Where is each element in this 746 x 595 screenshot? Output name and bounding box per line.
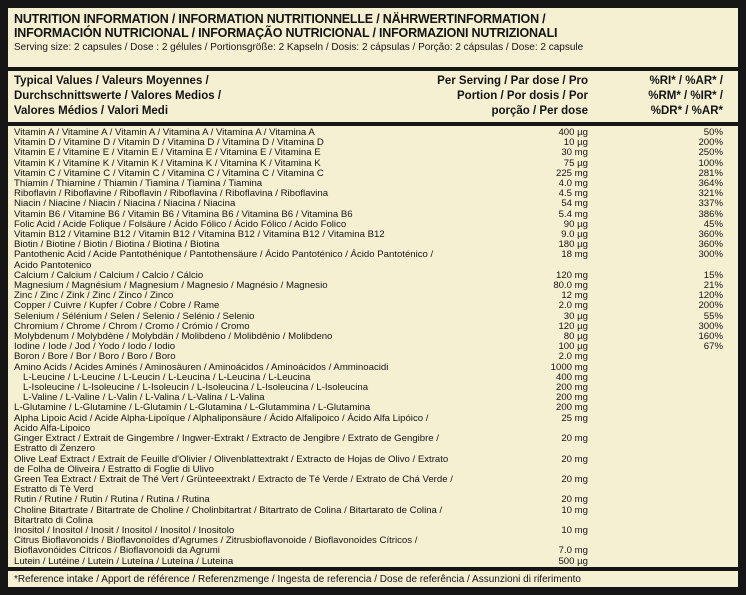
nutrient-amount: 75 µg bbox=[563, 157, 588, 169]
nutrient-amount: 200 mg bbox=[556, 392, 588, 404]
nutrient-amount: 20 mg bbox=[561, 473, 588, 485]
nutrient-amount: 2.0 mg bbox=[558, 351, 588, 363]
nutrient-amount: 20 mg bbox=[561, 433, 588, 445]
nutrient-name: L-Glutamine / L-Glutamine / L-Glutamin / L-Glutamina / L-Glutammina / L-Glutamina bbox=[14, 402, 371, 414]
nutrient-name: Chromium / Chrome / Chrom / Cromo / Crómio / Cromo bbox=[14, 320, 250, 332]
nutrient-name: Vitamin C / Vitamine C / Vitamin C / Vitamina C / Vitamina C / Vitamina C bbox=[14, 167, 324, 179]
column-header-per-serving: Per Serving / Par dose / Pro Portion / Por dosis / Por porção / Per dose bbox=[437, 75, 588, 117]
nutrient-name: Riboflavin / Riboflavine / Riboflavin / Riboflavina / Riboflavina / Riboflavina bbox=[14, 188, 329, 200]
nutrient-name: Green Tea Extract / Extrait de Thé Vert / Grünteeextrakt / Extracto de Té Verde / Extrato de Chá Verde / Estratto di Tè Verd bbox=[14, 473, 453, 496]
nutrient-name: Vitamin B6 / Vitamine B6 / Vitamin B6 / Vitamina B6 / Vitamina B6 / Vitamina B6 bbox=[14, 208, 353, 220]
nutrient-amount: 18 mg bbox=[561, 249, 588, 261]
nutrient-amount: 120 mg bbox=[556, 269, 588, 281]
nutrient-name: Niacin / Niacine / Niacin / Niacina / Niacina / Niacina bbox=[14, 198, 236, 210]
column-header-percent-reference-intake: %RI* / %AR* / %RM* / %IR* / %DR* / %AR* bbox=[648, 75, 723, 117]
nutrient-amount: 2.0 mg bbox=[558, 300, 588, 312]
nutrient-amount: 12 mg bbox=[561, 290, 588, 302]
nutrient-amount: 30 µg bbox=[563, 310, 588, 322]
nutrition-table-body bbox=[8, 126, 738, 567]
nutrient-name: Alpha Lipoic Acid / Acide Alpha-Lipoïque / Alphaliponsäure / Ácido Alfalipoico / Ácido Alfa Lipóico / Acido Alfa-Lipoico bbox=[14, 412, 429, 434]
nutrient-name: Lutein / Lutéine / Lutein / Luteína / Luteína / Luteina bbox=[14, 555, 234, 567]
nutrient-amount: 1000 mg bbox=[550, 361, 588, 373]
table-row bbox=[14, 434, 723, 454]
nutrient-amount: 200 mg bbox=[556, 402, 588, 414]
nutrient-name: Rutin / Rutine / Rutin / Rutina / Rutina / Rutina bbox=[14, 494, 210, 506]
nutrient-name: Zinc / Zinc / Zink / Zinc / Zinco / Zinco bbox=[14, 290, 174, 302]
nutrient-percent: 50% bbox=[703, 127, 723, 138]
nutrient-amount: 10 mg bbox=[561, 504, 588, 516]
nutrient-percent: 45% bbox=[703, 218, 723, 230]
nutrient-amount: 200 mg bbox=[556, 382, 588, 394]
nutrient-name: Boron / Bore / Bor / Boro / Boro / Boro bbox=[14, 351, 176, 363]
nutrient-amount: 90 µg bbox=[563, 218, 588, 230]
nutrient-name: Iodine / Iode / Jod / Yodo / Iodo / Iodio bbox=[14, 341, 176, 353]
nutrient-percent: 100% bbox=[698, 157, 723, 169]
nutrient-name: Biotin / Biotine / Biotin / Biotina / Biotina / Biotina bbox=[14, 239, 220, 251]
nutrient-name: Folic Acid / Acide Folique / Folsäure / Ácido Fólico / Ácido Fólico / Acido Folico bbox=[14, 218, 347, 230]
nutrient-percent: 386% bbox=[698, 208, 723, 220]
nutrient-amount: 120 µg bbox=[558, 320, 588, 332]
nutrient-amount: 9.0 µg bbox=[561, 229, 588, 241]
nutrient-name: Vitamin B12 / Vitamine B12 / Vitamin B12 / Vitamina B12 / Vitamina B12 / Vitamina B12 bbox=[14, 229, 385, 241]
nutrient-percent: 300% bbox=[698, 320, 723, 332]
nutrient-name: Magnesium / Magnésium / Magnesium / Magnesio / Magnésio / Magnesio bbox=[14, 280, 328, 292]
nutrient-amount: 4.0 mg bbox=[558, 178, 588, 190]
nutrient-percent: 321% bbox=[698, 188, 723, 200]
table-row bbox=[14, 506, 723, 526]
nutrient-percent: 281% bbox=[698, 167, 723, 179]
table-row bbox=[14, 557, 723, 567]
nutrient-percent: 160% bbox=[698, 331, 723, 343]
nutrient-name: Vitamin E / Vitamine E / Vitamin E / Vitamina E / Vitamina E / Vitamina E bbox=[14, 147, 321, 159]
nutrient-amount: 10 µg bbox=[563, 137, 588, 149]
nutrient-amount: 500 µg bbox=[558, 555, 588, 567]
table-row bbox=[14, 250, 723, 270]
nutrient-percent: 300% bbox=[698, 249, 723, 261]
nutrient-amount: 400 mg bbox=[556, 371, 588, 383]
table-row bbox=[14, 536, 723, 556]
nutrient-name: Amino Acids / Acides Aminés / Aminosäuren / Aminoácidos / Aminoácidos / Amminoacidi bbox=[14, 361, 389, 373]
nutrient-name: Pantothenic Acid / Acide Pantothénique / Pantothensäure / Ácido Pantoténico / Ácido Pantoténico / Acido Pantotenico bbox=[14, 249, 434, 271]
nutrient-percent: 250% bbox=[698, 147, 723, 159]
label-header bbox=[8, 8, 738, 67]
nutrient-percent: 55% bbox=[703, 310, 723, 322]
nutrition-title: NUTRITION INFORMATION / INFORMATION NUTRITIONNELLE / NÄHRWERTINFORMATION / INFORMACIÓN NUTRICIONAL / INFORMAÇÃO NUTRICIONAL / INFORMAZIONI NUTRIZIONALI bbox=[14, 12, 558, 40]
nutrient-amount: 5.4 mg bbox=[558, 208, 588, 220]
nutrient-amount: 225 mg bbox=[556, 167, 588, 179]
nutrient-percent: 360% bbox=[698, 239, 723, 251]
nutrient-percent: 200% bbox=[698, 137, 723, 149]
table-row bbox=[14, 414, 723, 434]
reference-intake-footnote: *Reference intake / Apport de référence / Referenzmenge / Ingesta de referencia / Dose de referência / Assunzioni di riferimento bbox=[14, 574, 581, 586]
table-row bbox=[14, 475, 723, 495]
nutrient-percent: 364% bbox=[698, 178, 723, 190]
nutrient-amount: 54 mg bbox=[561, 198, 588, 210]
nutrient-name: Ginger Extract / Extrait de Gingembre / Ingwer-Extrakt / Extracto de Jengibre / Extrato de Gengibre / Estratto di Zenzero bbox=[14, 433, 439, 455]
nutrient-percent: 120% bbox=[698, 290, 723, 302]
nutrient-percent: 360% bbox=[698, 229, 723, 241]
nutrient-amount: 80 µg bbox=[563, 331, 588, 343]
table-row bbox=[14, 455, 723, 475]
nutrient-name: L-Isoleucine / L-Isoleucine / L-Isoleucin / L-Isoleucina / L-Isoleucina / L-Isoleucina bbox=[23, 382, 369, 394]
nutrient-percent: 21% bbox=[703, 280, 723, 292]
nutrient-amount: 7.0 mg bbox=[558, 545, 588, 557]
nutrient-percent: 15% bbox=[703, 269, 723, 281]
nutrient-name: Citrus Bioflavonoids / Bioflavonoïdes d'Agrumes / Zitrusbioflavonoide / Bioflavonoides Cítricos / Bioflavonóides Cítricos / Bioflavonoidi da Agrumi bbox=[14, 535, 418, 557]
nutrient-name: Thiamin / Thiamine / Thiamin / Tiamina / Tiamina / Tiamina bbox=[14, 178, 263, 190]
nutrient-name: Vitamin D / Vitamine D / Vitamin D / Vitamina D / Vitamina D / Vitamina D bbox=[14, 137, 324, 149]
nutrient-amount: 400 µg bbox=[558, 127, 588, 138]
table-header bbox=[8, 71, 738, 122]
nutrient-percent: 337% bbox=[698, 198, 723, 210]
nutrient-name: Inositol / Inositol / Inosit / Inositol / Inositol / Inositolo bbox=[14, 524, 235, 536]
nutrient-name: Molybdenum / Molybdène / Molybdän / Molibdeno / Molibdênio / Molibdeno bbox=[14, 331, 333, 343]
nutrient-percent: 67% bbox=[703, 341, 723, 353]
nutrient-amount: 4.5 mg bbox=[558, 188, 588, 200]
nutrient-amount: 30 mg bbox=[561, 147, 588, 159]
nutrient-name: Copper / Cuivre / Kupfer / Cobre / Cobre / Rame bbox=[14, 300, 220, 312]
nutrient-amount: 25 mg bbox=[561, 412, 588, 424]
nutrient-name: Vitamin K / Vitamine K / Vitamin K / Vitamina K / Vitamina K / Vitamina K bbox=[14, 157, 321, 169]
nutrient-name: Olive Leaf Extract / Extrait de Feuille d'Olivier / Olivenblattextrakt / Extracto de Hojas de Olivo / Extrato de Folha de Oliveira / Estratto di Foglie di Ulivo bbox=[14, 453, 449, 475]
nutrient-name: L-Leucine / L-Leucine / L-Leucin / L-Leucina / L-Leucina / L-Leucina bbox=[23, 371, 311, 383]
nutrient-name: Choline Bitartrate / Bitartrate de Choline / Cholinbitartrat / Bitartrato de Colina / Bitartarato de Colina / Bitartrato di Colina bbox=[14, 504, 443, 526]
nutrient-name: Calcium / Calcium / Calcium / Calcio / Cálcio bbox=[14, 269, 204, 281]
nutrient-amount: 20 mg bbox=[561, 494, 588, 506]
nutrient-name: Vitamin A / Vitamine A / Vitamin A / Vitamina A / Vitamina A / Vitamina A bbox=[14, 127, 315, 138]
nutrient-amount: 10 mg bbox=[561, 524, 588, 536]
serving-size: Serving size: 2 capsules / Dose : 2 gélules / Portionsgröße: 2 Kapseln / Dosis: 2 cápsulas / Porção: 2 cápsulas / Dose: 2 capsule bbox=[14, 42, 584, 53]
nutrient-percent: 200% bbox=[698, 300, 723, 312]
nutrient-amount: 20 mg bbox=[561, 453, 588, 465]
nutrient-amount: 180 µg bbox=[558, 239, 588, 251]
nutrient-amount: 80.0 mg bbox=[553, 280, 588, 292]
column-header-typical-values: Typical Values / Valeurs Moyennes / Durchschnittswerte / Valores Medios / Valores Médios / Valori Medi bbox=[14, 75, 222, 117]
nutrient-name: L-Valine / L-Valine / L-Valin / L-Valina / L-Valina / L-Valina bbox=[23, 392, 265, 404]
nutrient-name: Selenium / Sélénium / Selen / Selenio / Selénio / Selenio bbox=[14, 310, 255, 322]
table-row bbox=[14, 495, 723, 505]
nutrient-amount: 100 µg bbox=[558, 341, 588, 353]
